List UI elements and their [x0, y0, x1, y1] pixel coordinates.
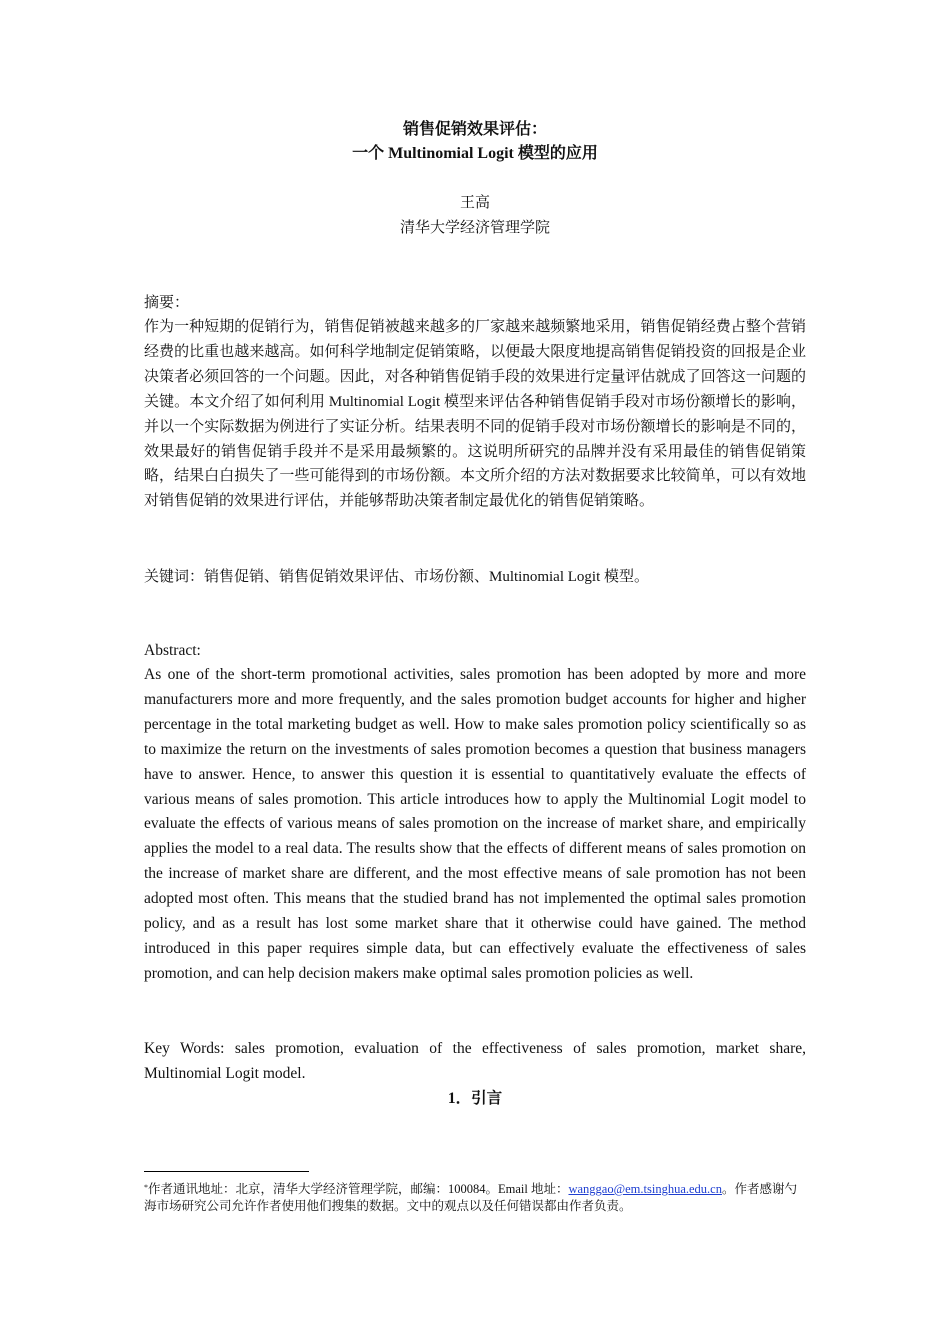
keywords-en: Key Words: sales promotion, evaluation of the effectiveness of sales promotion, market share, Multinomial Logit model.	[144, 1040, 806, 1082]
footnote	[144, 1179, 806, 1215]
section-1-heading: 1．引言	[447, 1090, 503, 1107]
footnote-acknowledgement: 。作者感谢勺海市场研究公司允许作者使用他们搜集的数据。文中的观点以及任何错误都由作者负责。	[144, 1182, 797, 1213]
author-name: 王高	[459, 195, 490, 211]
abstract-en-text: As one of the short-term promotional activities, sales promotion has been adopted by more and more manufacturers more and more frequently, and the sales promotion budget accounts for higher and higher percentage in the total marketing budget as well. How to make sales promotion policy scientifically so as to maximize the return on the investments of sales promotion becomes a question that business managers have to answer. Hence, to answer this question it is essential to quantitatively evaluate the effects of various means of sales promotion. This article introduces how to apply the Multinomial Logit model to evaluate the effects of various means of sales promotion on the increase of market share, and empirically applies the model to a real data. The results show that the effects of different means of sales promotion on the increase of market share are different, and the most effective means of sale promotion has not been adopted most often. This means that the studied brand has not implemented the optimal sales promotion policy, and as a result has lost some market share that it otherwise could have gained. The method introduced in this paper requires simple data, but can effectively evaluate the effectiveness of sales promotion, and can help decision makers make optimal sales promotion policies as well.	[144, 666, 806, 982]
author-affiliation: 清华大学经济管理学院	[399, 220, 550, 236]
paper-title-line2: 一个 Multinomial Logit 模型的应用	[352, 145, 598, 162]
abstract-en-label: Abstract:	[144, 642, 201, 659]
footnote-divider	[144, 1171, 309, 1172]
footnote-mark: *	[144, 1183, 148, 1192]
abstract-cn-text: 作为一种短期的促销行为，销售促销被越来越多的厂家越来越频繁地采用，销售促销经费占整个营销经费的比重也越来越高。如何科学地制定促销策略，以便最大限度地提高销售促销投资的回报是企业决策者必须回答的一个问题。因此，对各种销售促销手段的效果进行定量评估就成了回答这一问题的关键。本文介绍了如何利用 Multinomial Logit 模型来评估各种销售促销手段对市场份额增长的影响，并以一个实际数据为例进行了实证分析。结果表明不同的促销手段对市场份额增长的影响是不同的，效果最好的销售促销手段并不是采用最频繁的。这说明所研究的品牌并没有采用最佳的销售促销策略，结果白白损失了一些可能得到的市场份额。本文所介绍的方法对数据要求比较简单，可以有效地对销售促销的效果进行评估，并能够帮助决策者制定最优化的销售促销策略。	[144, 319, 806, 510]
abstract-cn-label: 摘要：	[144, 295, 190, 311]
keywords-cn: 关键词：销售促销、销售促销效果评估、市场份额、Multinomial Logit 模型。	[144, 569, 650, 585]
paper-title-line1: 销售促销效果评估：	[402, 121, 547, 138]
footnote-email-link[interactable]: wanggao@em.tsinghua.edu.cn	[568, 1182, 722, 1196]
footnote-address: 作者通讯地址：北京，清华大学经济管理学院，邮编：100084。Email 地址：	[148, 1182, 569, 1196]
